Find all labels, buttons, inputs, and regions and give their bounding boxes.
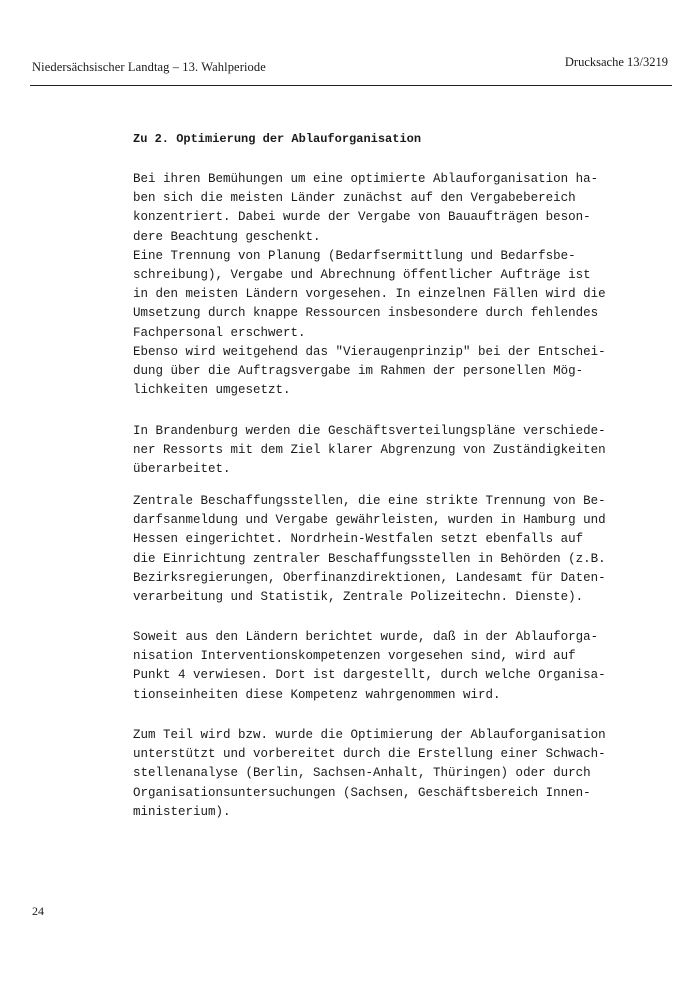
text-line: stellenanalyse (Berlin, Sachsen-Anhalt, Thüringen) oder durch — [133, 766, 591, 781]
text-line: konzentriert. Dabei wurde der Vergabe von Bauaufträgen beson- — [133, 210, 591, 225]
text-line: schreibung), Vergabe und Abrechnung öffentlicher Aufträge ist — [133, 268, 591, 283]
text-line: ministerium). — [133, 804, 231, 819]
text-line: die Einrichtung zentraler Beschaffungsstellen in Behörden (z.B. — [133, 551, 606, 566]
text-line: dere Beachtung geschenkt. — [133, 229, 321, 244]
text-line: nisation Interventionskompetenzen vorgesehen sind, wird auf — [133, 649, 576, 664]
text-line: Hessen eingerichtet. Nordrhein-Westfalen setzt ebenfalls auf — [133, 532, 584, 547]
text-line: Zum Teil wird bzw. wurde die Optimierung der Ablauforganisation — [133, 728, 606, 742]
paragraph-3 — [133, 492, 623, 607]
text-line: überarbeitet. — [133, 462, 231, 477]
header-rule — [30, 85, 672, 86]
text-line: unterstützt und vorbereitet durch die Erstellung einer Schwach- — [133, 747, 606, 762]
text-line: Bei ihren Bemühungen um eine optimierte Ablauforganisation ha- — [133, 172, 599, 186]
text-line: darfsanmeldung und Vergabe gewährleisten, wurden in Hamburg und — [133, 513, 606, 528]
section-heading: Zu 2. Optimierung der Ablauforganisation — [133, 132, 422, 146]
text-line: ner Ressorts mit dem Ziel klarer Abgrenzung von Zuständigkeiten — [133, 443, 606, 458]
text-line: dung über die Auftragsvergabe im Rahmen der personellen Mög- — [133, 364, 584, 379]
paragraph-2 — [133, 422, 623, 480]
text-line: Zentrale Beschaffungsstellen, die eine strikte Trennung von Be- — [133, 494, 606, 508]
text-line: verarbeitung und Statistik, Zentrale Polizeitechn. Dienste). — [133, 590, 584, 605]
text-line: In Brandenburg werden die Geschäftsverteilungspläne verschiede- — [133, 424, 606, 438]
paragraph-5 — [133, 726, 623, 822]
text-line: lichkeiten umgesetzt. — [133, 383, 291, 398]
header-right: Drucksache 13/3219 — [564, 55, 668, 69]
page-number: 24 — [32, 904, 44, 918]
text-line: Fachpersonal erschwert. — [133, 325, 306, 340]
text-line: Organisationsuntersuchungen (Sachsen, Geschäftsbereich Innen- — [133, 785, 591, 800]
header-left: Niedersächsischer Landtag – 13. Wahlperiode — [32, 60, 266, 74]
text-line: in den meisten Ländern vorgesehen. In einzelnen Fällen wird die — [133, 287, 606, 302]
text-line: Ebenso wird weitgehend das "Vieraugenprinzip" bei der Entschei- — [133, 344, 606, 359]
paragraph-4 — [133, 628, 623, 705]
text-line: Eine Trennung von Planung (Bedarfsermittlung und Bedarfsbe- — [133, 248, 576, 263]
text-line: tionseinheiten diese Kompetenz wahrgenommen wird. — [133, 687, 501, 702]
paragraph-1 — [133, 170, 623, 400]
text-line: ben sich die meisten Länder zunächst auf den Vergabebereich — [133, 191, 576, 206]
text-line: Bezirksregierungen, Oberfinanzdirektionen, Landesamt für Daten- — [133, 570, 606, 585]
text-line: Soweit aus den Ländern berichtet wurde, daß in der Ablauforga- — [133, 630, 599, 644]
text-line: Punkt 4 verwiesen. Dort ist dargestellt, durch welche Organisa- — [133, 668, 606, 683]
text-line: Umsetzung durch knappe Ressourcen insbesondere durch fehlendes — [133, 306, 599, 321]
